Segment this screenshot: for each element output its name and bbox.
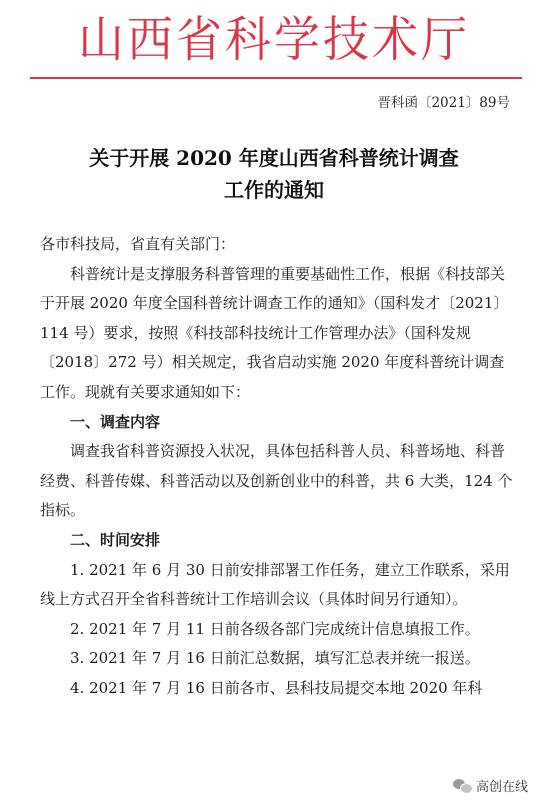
schedule-item-3: 3. 2021 年 7 月 16 日前汇总数据，填写汇总表并统一报送。: [70, 649, 480, 668]
document-body: [40, 230, 518, 704]
red-divider-line: [30, 77, 522, 79]
title-line-2: 工作的通知: [224, 178, 324, 202]
schedule-item-4: 4. 2021 年 7 月 16 日前各市、县科技局提交本地 2020 年科: [70, 678, 483, 697]
wechat-icon: [453, 778, 471, 794]
section-heading-2: 二、时间安排: [70, 530, 161, 549]
schedule-item-1: 1. 2021 年 6 月 30 日前安排部署工作任务，建立工作联系，采用线上方式召开全省科普统计工作培训会议（具体时间另行通知）。: [40, 560, 510, 609]
watermark-text: 高创在线: [475, 780, 528, 795]
section-heading-1: 一、调查内容: [70, 412, 161, 431]
issuing-organization: 山西省科学技术厅: [78, 10, 470, 68]
document-title: [0, 142, 548, 206]
watermark: [453, 776, 528, 795]
intro-paragraph: 科普统计是支撑服务科普管理的重要基础性工作，根据《科技部关于开展 2020 年度全国科普统计调查工作的通知》（国科发才〔2021〕114 号）要求，按照《科技部科技统计工作管理办法》（国科发规〔2018〕272 号）相关规定，我省启动实施 2020 年度科普统计调查工作。现就有关要求通知如下：: [40, 264, 509, 401]
document-number: 晋科函〔2021〕89号: [377, 95, 510, 111]
title-line-1: 关于开展 2020 年度山西省科普统计调查: [89, 146, 459, 170]
section-1-paragraph: 调查我省科普资源投入状况，具体包括科普人员、科普场地、科普经费、科普传媒、科普活动以及创新创业中的科普，共 6 大类，124 个指标。: [40, 442, 513, 520]
salutation: 各市科技局，省直有关部门：: [40, 235, 236, 253]
schedule-item-2: 2. 2021 年 7 月 11 日前各级各部门完成统计信息填报工作。: [70, 619, 480, 638]
letterhead: [0, 8, 548, 70]
